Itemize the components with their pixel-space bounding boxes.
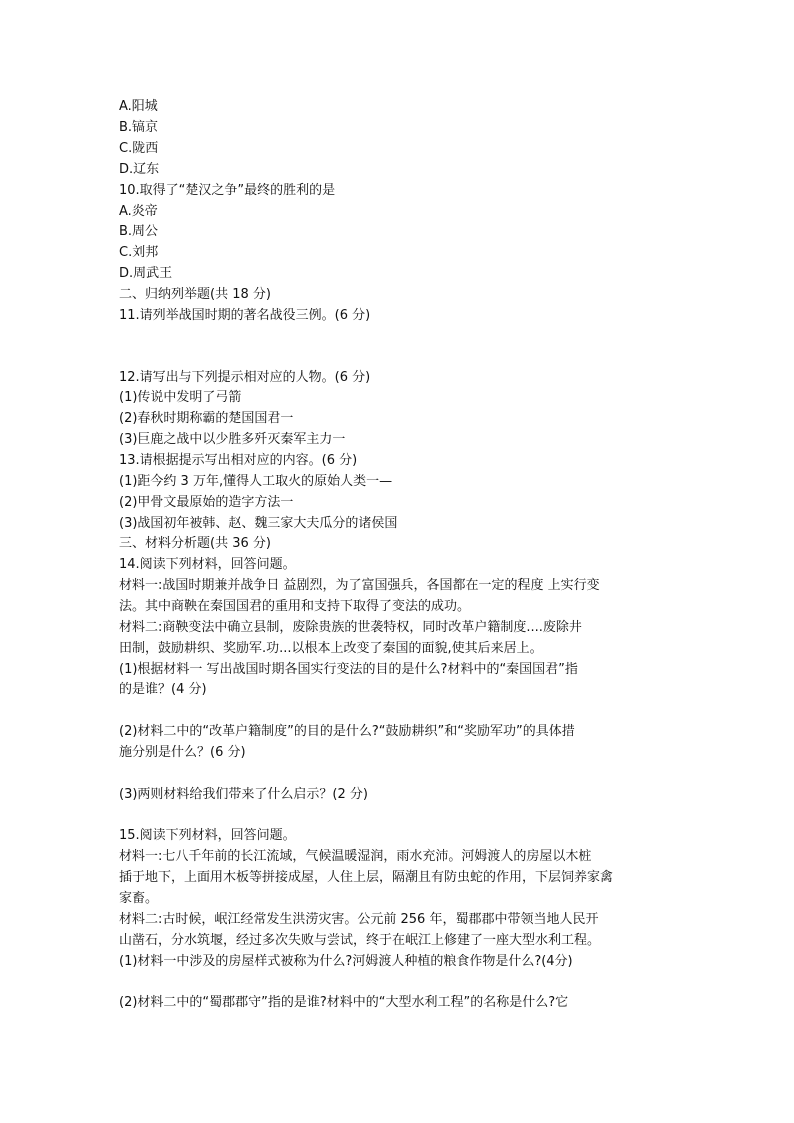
q14-material2-line1: 材料二:商鞅变法中确立县制，废除贵族的世袭特权，同时改革户籍制度....废除井: [119, 620, 582, 635]
q15-intro: 15.阅读下列材料，回答问题。: [119, 828, 296, 843]
q14-intro: 14.阅读下列材料，回答问题。: [119, 557, 296, 572]
q14-sub1-line2: 的是谁？(4 分): [119, 682, 207, 697]
q9-option-c: C.陇西: [119, 141, 159, 156]
q12-item-1: (1)传说中发明了弓箭: [119, 390, 242, 405]
q9-option-a: A.阳城: [119, 99, 158, 114]
q12-question: 12.请写出与下列提示相对应的人物。(6 分): [119, 370, 371, 385]
q15-material2-line1: 材料二:古时候，岷江经常发生洪涝灾害。公元前 256 年，蜀郡郡中带领当地人民开: [119, 912, 599, 927]
q13-question: 13.请根据提示写出相对应的内容。(6 分): [119, 453, 358, 468]
q14-sub1-line1: (1)根据材料一 写出战国时期各国实行变法的目的是什么?材料中的“秦国国君”指: [119, 662, 578, 677]
q13-item-2: (2)甲骨文最原始的造字方法一: [119, 495, 294, 510]
q15-material1-line2: 插于地下，上面用木板等拼接成屋，人住上层，隔潮且有防虫蛇的作用，下层饲养家禽: [119, 870, 614, 885]
q15-material1-line1: 材料一:七八千年前的长江流域，气候温暖湿润，雨水充沛。河姆渡人的房屋以木桩: [119, 849, 592, 864]
q10-option-a: A.炎帝: [119, 204, 158, 219]
q15-material2-line2: 山凿石，分水筑堰，经过多次失败与尝试，终于在岷江上修建了一座大型水利工程。: [119, 933, 601, 948]
section2-heading: 二、归纳列举题(共 18 分): [119, 287, 271, 302]
q10-option-b: B.周公: [119, 224, 159, 239]
q9-option-d: D.辽东: [119, 162, 160, 177]
q15-material1-line3: 家畜。: [119, 891, 159, 906]
q14-material1-line2: 法。其中商鞅在秦国国君的重用和支持下取得了变法的成功。: [119, 599, 471, 614]
q14-sub2-line2: 施分别是什么？(6 分): [119, 745, 246, 760]
q12-item-2: (2)春秋时期称霸的楚国国君一: [119, 411, 294, 426]
q15-sub2: (2)材料二中的“蜀郡郡守”指的是谁?材料中的“大型水利工程”的名称是什么?它: [119, 995, 569, 1010]
q13-item-1: (1)距今约 3 万年,懂得人工取火的原始人类一—: [119, 474, 393, 489]
q14-sub2-line1: (2)材料二中的“改革户籍制度”的目的是什么?“鼓励耕织”和“奖励军功”的具体措: [119, 724, 575, 739]
q14-sub3: (3)两则材料给我们带来了什么启示？(2 分): [119, 787, 368, 802]
q10-option-d: D.周武王: [119, 266, 173, 281]
q9-option-b: B.镐京: [119, 120, 159, 135]
q10-option-c: C.刘邦: [119, 245, 159, 260]
section3-heading: 三、材料分析题(共 36 分): [119, 536, 271, 551]
q11-question: 11.请列举战国时期的著名战役三例。(6 分): [119, 308, 371, 323]
q14-material1-line1: 材料一:战国时期兼并战争日 益剧烈，为了富国强兵，各国都在一定的程度 上实行变: [119, 578, 600, 593]
q10-question: 10.取得了“楚汉之争”最终的胜利的是: [119, 183, 336, 198]
q14-material2-line2: 田制，鼓励耕织、奖励军.功...以根本上改变了秦国的面貌,使其后来居上。: [119, 641, 543, 656]
q13-item-3: (3)战国初年被韩、赵、魏三家大夫瓜分的诸侯国: [119, 516, 398, 531]
q12-item-3: (3)巨鹿之战中以少胜多歼灭秦军主力一: [119, 432, 346, 447]
q15-sub1: (1)材料一中涉及的房屋样式被称为什么?河姆渡人种植的粮食作物是什么?(4分): [119, 954, 573, 969]
